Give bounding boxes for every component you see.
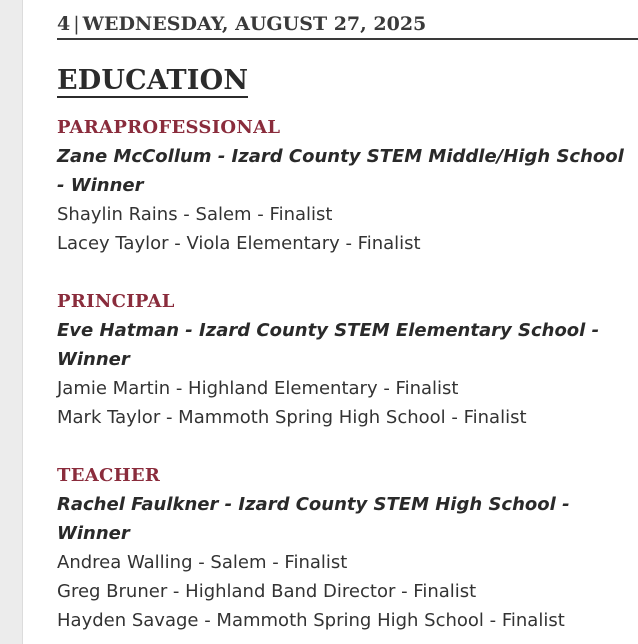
page-number: 4 <box>57 13 71 35</box>
winner-entry: Zane McCollum - Izard County STEM Middle/High School - Winner <box>57 146 624 196</box>
finalist-entry: Shaylin Rains - Salem - Finalist <box>57 204 333 225</box>
category-principal <box>57 290 627 432</box>
finalist-entry: Andrea Walling - Salem - Finalist <box>57 552 348 573</box>
category-paraprofessional <box>57 116 627 258</box>
finalist-entry: Mark Taylor - Mammoth Spring High School - Finalist <box>57 407 527 428</box>
category-heading: PRINCIPAL <box>57 291 175 312</box>
winner-entry: Eve Hatman - Izard County STEM Elementary School - Winner <box>57 320 600 370</box>
page-header <box>57 10 638 40</box>
page-margin <box>0 0 23 644</box>
category-heading: PARAPROFESSIONAL <box>57 117 281 138</box>
category-teacher <box>57 464 627 635</box>
finalist-entry: Lacey Taylor - Viola Elementary - Finalist <box>57 233 421 254</box>
header-date: WEDNESDAY, AUGUST 27, 2025 <box>82 13 427 35</box>
finalist-entry: Greg Bruner - Highland Band Director - Finalist <box>57 581 477 602</box>
finalist-entry: Hayden Savage - Mammoth Spring High School - Finalist <box>57 610 565 631</box>
category-heading: TEACHER <box>57 465 161 486</box>
finalist-entry: Jamie Martin - Highland Elementary - Finalist <box>57 378 459 399</box>
header-separator: | <box>73 13 80 35</box>
section-title: EDUCATION <box>57 65 249 96</box>
winner-entry: Rachel Faulkner - Izard County STEM High School - Winner <box>57 494 570 544</box>
